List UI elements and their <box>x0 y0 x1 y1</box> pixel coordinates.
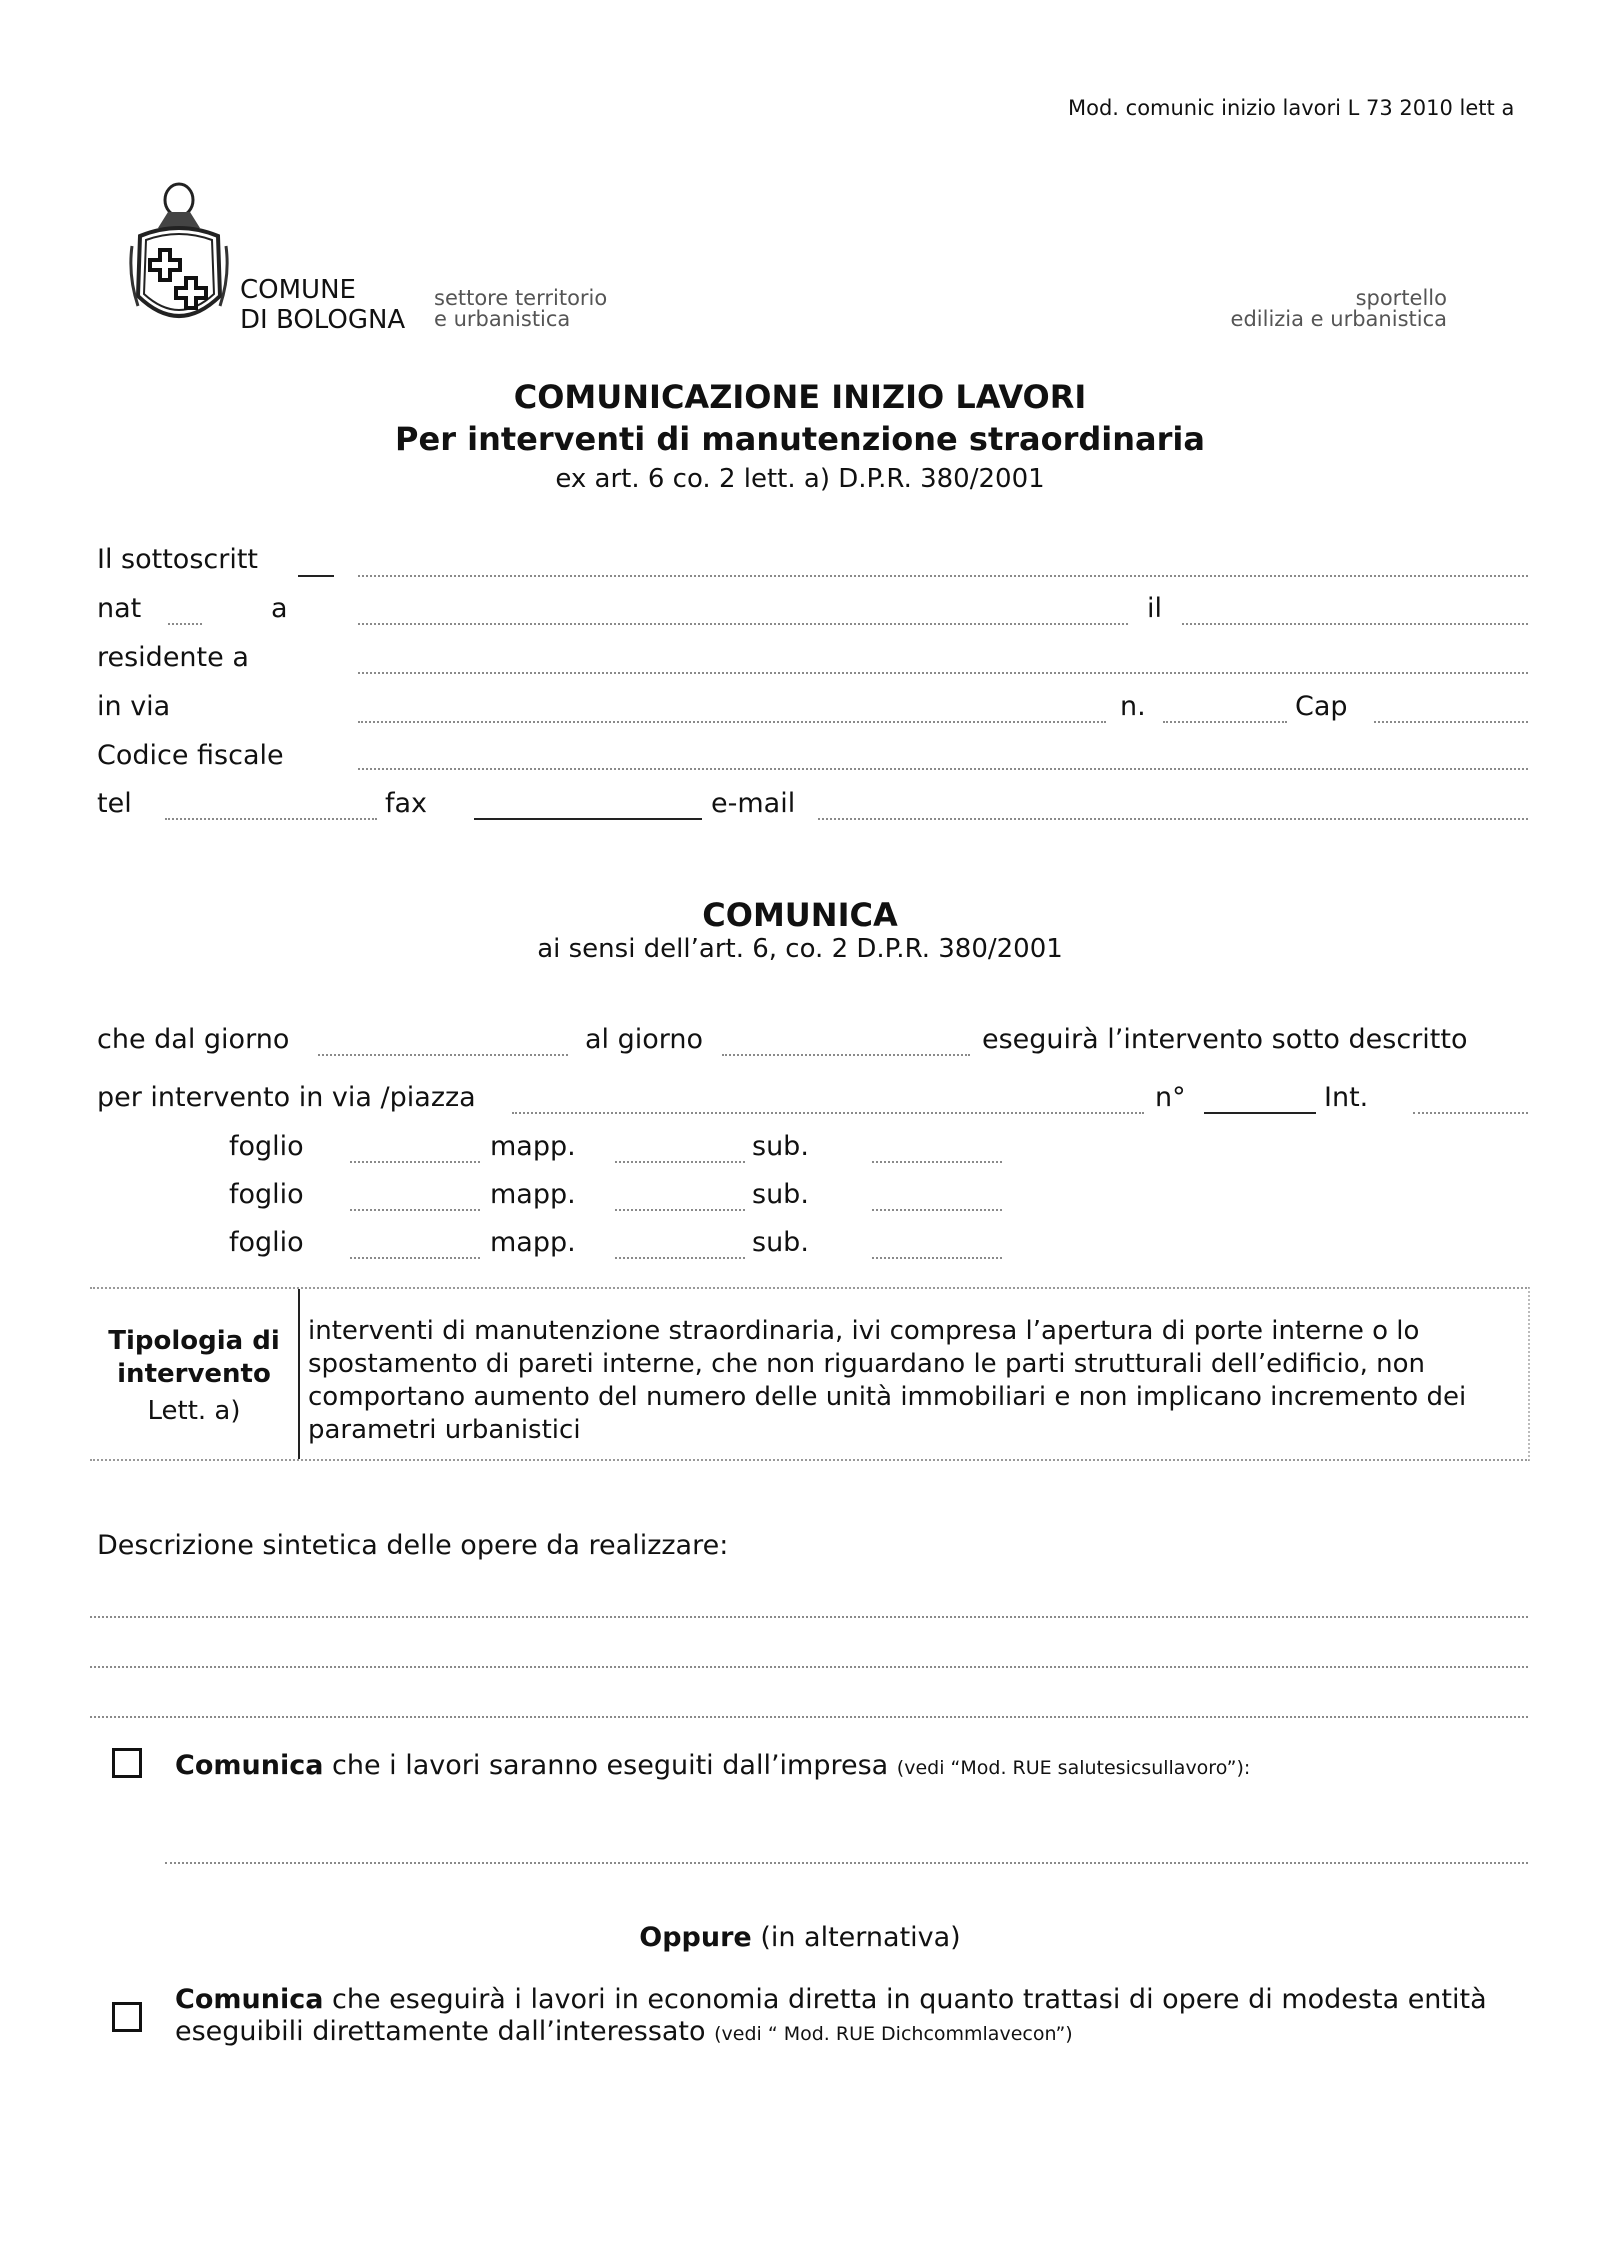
field-birthplace[interactable] <box>358 623 1128 625</box>
label-mapp: mapp. <box>490 1131 576 1162</box>
label-eseguira: eseguirà l’intervento sotto descritto <box>982 1024 1468 1055</box>
field-interior[interactable] <box>1413 1112 1528 1114</box>
tipologia-box <box>90 1287 1530 1461</box>
field-email[interactable] <box>818 818 1528 820</box>
field-civic-number[interactable] <box>1204 1112 1316 1114</box>
sector-line-2: e urbanistica <box>434 307 571 331</box>
field-birthdate[interactable] <box>1182 623 1528 625</box>
tipologia-text-2: spostamento di pareti interne, che non riguardano le parti strutturali dell’edificio, non <box>308 1349 1425 1379</box>
field-foglio[interactable] <box>350 1161 480 1163</box>
gender-suffix-nat[interactable] <box>168 623 202 625</box>
logo-text-comune: COMUNE <box>240 275 356 305</box>
field-foglio[interactable] <box>350 1257 480 1259</box>
field-descrizione-line-2[interactable] <box>90 1666 1528 1668</box>
oppure-text: Oppure (in alternativa) <box>639 1922 961 1953</box>
label-foglio: foglio <box>229 1179 304 1210</box>
field-descrizione-line-3[interactable] <box>90 1716 1528 1718</box>
field-residence[interactable] <box>358 672 1528 674</box>
office-line-1: sportello <box>1355 286 1447 310</box>
label-foglio: foglio <box>229 1227 304 1258</box>
label-fax: fax <box>385 788 428 819</box>
label-per-intervento: per intervento in via /piazza <box>97 1082 476 1113</box>
field-house-number[interactable] <box>1163 721 1287 723</box>
label-descrizione: Descrizione sintetica delle opere da realizzare: <box>97 1530 729 1561</box>
tipologia-label-3: Lett. a) <box>147 1396 241 1426</box>
label-numero-civico: n° <box>1155 1082 1186 1113</box>
field-start-date[interactable] <box>318 1054 568 1056</box>
field-mapp[interactable] <box>615 1257 745 1259</box>
label-a: a <box>271 593 288 624</box>
tipologia-text-3: comportano aumento del numero delle unità immobiliari e non implicano incremento dei <box>308 1382 1467 1412</box>
label-sub: sub. <box>752 1131 809 1162</box>
field-intervention-address[interactable] <box>512 1112 1144 1114</box>
field-mapp[interactable] <box>615 1161 745 1163</box>
label-al-giorno: al giorno <box>585 1024 704 1055</box>
label-email: e-mail <box>711 788 796 819</box>
field-end-date[interactable] <box>722 1054 970 1056</box>
field-descrizione-line-1[interactable] <box>90 1616 1528 1618</box>
field-sub[interactable] <box>872 1209 1002 1211</box>
coat-of-arms-logo <box>128 176 230 336</box>
label-sottoscritto: Il sottoscritt <box>97 544 259 575</box>
label-int: Int. <box>1324 1082 1369 1113</box>
field-fax[interactable] <box>474 818 702 820</box>
label-foglio: foglio <box>229 1131 304 1162</box>
model-reference: Mod. comunic inizio lavori L 73 2010 lett a <box>1068 96 1515 120</box>
gender-suffix-line[interactable] <box>298 575 334 577</box>
form-legal-reference: ex art. 6 co. 2 lett. a) D.P.R. 380/2001 <box>555 464 1045 494</box>
label-via: in via <box>97 691 171 722</box>
field-codice-fiscale[interactable] <box>358 768 1528 770</box>
office-line-2: edilizia e urbanistica <box>1230 307 1447 331</box>
field-address[interactable] <box>358 721 1106 723</box>
field-sottoscritto[interactable] <box>358 575 1528 577</box>
label-dal-giorno: che dal giorno <box>97 1024 290 1055</box>
comunica-subheading: ai sensi dell’art. 6, co. 2 D.P.R. 380/2001 <box>537 934 1063 964</box>
option-economia-text-2: eseguibili direttamente dall’interessato (vedi “ Mod. RUE Dichcommlavecon”) <box>175 2016 1073 2047</box>
sector-line-1: settore territorio <box>434 286 608 310</box>
label-cap: Cap <box>1295 691 1348 722</box>
label-residente: residente a <box>97 642 249 673</box>
tipologia-text-4: parametri urbanistici <box>308 1415 581 1445</box>
field-impresa[interactable] <box>165 1862 1528 1864</box>
label-sub: sub. <box>752 1227 809 1258</box>
option-impresa-text: Comunica che i lavori saranno eseguiti dall’impresa (vedi “Mod. RUE salutesicsullavoro”): <box>175 1750 1251 1781</box>
field-cap[interactable] <box>1374 721 1528 723</box>
field-tel[interactable] <box>165 818 377 820</box>
label-nat: nat <box>97 593 142 624</box>
tipologia-divider <box>298 1289 300 1459</box>
logo-text-bologna: DI BOLOGNA <box>240 305 406 335</box>
label-mapp: mapp. <box>490 1179 576 1210</box>
tipologia-text-1: interventi di manutenzione straordinaria, ivi compresa l’apertura di porte interne o lo <box>308 1316 1420 1346</box>
field-foglio[interactable] <box>350 1209 480 1211</box>
label-numero: n. <box>1120 691 1146 722</box>
label-il: il <box>1147 593 1163 624</box>
field-sub[interactable] <box>872 1161 1002 1163</box>
tipologia-label-1: Tipologia di <box>108 1326 280 1356</box>
checkbox-economia-diretta[interactable] <box>112 2002 142 2032</box>
tipologia-label-2: intervento <box>117 1359 271 1389</box>
form-title: COMUNICAZIONE INIZIO LAVORI <box>513 378 1087 416</box>
field-mapp[interactable] <box>615 1209 745 1211</box>
label-tel: tel <box>97 788 132 819</box>
option-economia-text-1: Comunica che eseguirà i lavori in economia diretta in quanto trattasi di opere di modesta entità <box>175 1984 1487 2015</box>
field-sub[interactable] <box>872 1257 1002 1259</box>
label-codice-fiscale: Codice fiscale <box>97 740 284 771</box>
comunica-heading: COMUNICA <box>702 896 898 934</box>
label-sub: sub. <box>752 1179 809 1210</box>
form-subtitle: Per interventi di manutenzione straordinaria <box>395 420 1205 458</box>
checkbox-impresa[interactable] <box>112 1748 142 1778</box>
label-mapp: mapp. <box>490 1227 576 1258</box>
